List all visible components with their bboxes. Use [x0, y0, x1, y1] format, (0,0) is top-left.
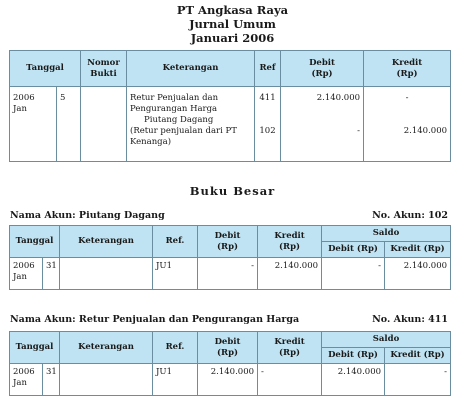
- ledger2-year: 2006: [13, 367, 35, 377]
- ledger2-debit: 2.140.000: [198, 364, 258, 396]
- entry-debit1: 2.140.000: [316, 93, 361, 103]
- ledger1-day: 31: [43, 258, 60, 290]
- col-debit-label: Debit: [309, 57, 335, 68]
- ledger1-table: [9, 225, 451, 290]
- entry-ref2: 102: [259, 126, 276, 136]
- period-title: Januari 2006: [190, 31, 275, 45]
- ledger2-date: [10, 364, 43, 396]
- journal-table: [9, 50, 451, 162]
- ledger1-col-debit: [198, 226, 258, 258]
- ledger2-col-saldo-kredit: Kredit (Rp): [385, 348, 451, 364]
- ledger1-header-row1: [10, 226, 451, 242]
- entry-ref1: 411: [259, 93, 276, 103]
- ledger2-month: Jan: [13, 378, 27, 388]
- ledger2-table: [9, 331, 451, 396]
- ledger1-col-saldo: Saldo: [322, 226, 451, 242]
- ledger2-account-name: Nama Akun: Retur Penjualan dan Pengurangan Harga: [10, 314, 300, 325]
- entry-year: 2006: [13, 93, 35, 103]
- entry-kredit: [364, 87, 451, 162]
- entry-keterangan: [127, 87, 255, 162]
- ledger1-kredit: 2.140.000: [258, 258, 322, 290]
- entry-debit2: -: [357, 126, 361, 136]
- entry-date: [10, 87, 57, 162]
- debit-account-line1: Retur Penjualan dan: [130, 93, 219, 103]
- entry-ref: [255, 87, 281, 162]
- col-tanggal: Tanggal: [10, 51, 81, 87]
- ledger1-account-no: No. Akun: 102: [372, 210, 448, 221]
- ledger1-saldo-debit: -: [322, 258, 385, 290]
- credit-account: Piutang Dagang: [144, 115, 214, 125]
- entry-nomor-bukti: [81, 87, 127, 162]
- ledger2-col-debit: [198, 332, 258, 364]
- ledger1-date: [10, 258, 43, 290]
- ledger1-col-saldo-debit: Debit (Rp): [322, 242, 385, 258]
- ledger1-account-row: [10, 210, 448, 221]
- ledger2-col-keterangan: Keterangan: [60, 332, 153, 364]
- ledger1-col-debit-label: Debit: [214, 230, 241, 241]
- journal-title: Jurnal Umum: [189, 17, 276, 31]
- entry-note-line1: (Retur penjualan dari PT: [130, 126, 237, 136]
- col-keterangan: Keterangan: [127, 51, 255, 87]
- ledger2-header-row1: [10, 332, 451, 348]
- col-kredit-unit: (Rp): [396, 68, 418, 79]
- ledger2-day: 31: [43, 364, 60, 396]
- ledger1-col-tanggal: Tanggal: [10, 226, 60, 258]
- ledger1-debit: -: [198, 258, 258, 290]
- ledger2-col-kredit-label: Kredit: [274, 336, 305, 347]
- ledger2-col-kredit: [258, 332, 322, 364]
- col-kredit-label: Kredit: [391, 57, 423, 68]
- entry-kredit2: 2.140.000: [403, 126, 448, 136]
- ledger2-keterangan: [60, 364, 153, 396]
- col-nomor-bukti: Nomor Bukti: [81, 51, 127, 87]
- col-debit: [281, 51, 364, 87]
- ledger2-account-row: [10, 314, 448, 325]
- ledger1-keterangan: [60, 258, 153, 290]
- entry-day: 5: [57, 87, 81, 162]
- ledger2-col-debit-unit: (Rp): [216, 347, 239, 358]
- entry-debit: [281, 87, 364, 162]
- debit-account-line2: Pengurangan Harga: [130, 104, 218, 114]
- entry-kredit1: -: [405, 93, 409, 103]
- ledger1-data-row: [10, 258, 451, 290]
- col-ref: Ref: [255, 51, 281, 87]
- entry-month: Jan: [13, 104, 27, 114]
- ledger2-data-row: [10, 364, 451, 396]
- ledger1-col-kredit: [258, 226, 322, 258]
- ledger2-col-ref: Ref.: [153, 332, 198, 364]
- ledger1-col-debit-unit: (Rp): [216, 241, 239, 252]
- col-debit-unit: (Rp): [311, 68, 333, 79]
- ledger2-col-tanggal: Tanggal: [10, 332, 60, 364]
- ledger2-col-debit-label: Debit: [214, 336, 241, 347]
- ledger2-col-kredit-unit: (Rp): [278, 347, 301, 358]
- journal-entry-row: [10, 87, 451, 162]
- ledger2-col-saldo: Saldo: [322, 332, 451, 348]
- ledger2-ref: JU1: [153, 364, 198, 396]
- ledger1-month: Jan: [13, 272, 27, 282]
- ledger1-col-saldo-kredit: Kredit (Rp): [385, 242, 451, 258]
- ledger1-saldo-kredit: 2.140.000: [385, 258, 451, 290]
- ledger-title: Buku Besar: [189, 184, 276, 198]
- col-kredit: [364, 51, 451, 87]
- ledger2-col-saldo-debit: Debit (Rp): [322, 348, 385, 364]
- ledger2-saldo-kredit: -: [385, 364, 451, 396]
- journal-header-row: [10, 51, 451, 87]
- ledger2-saldo-debit: 2.140.000: [322, 364, 385, 396]
- ledger1-col-kredit-unit: (Rp): [278, 241, 301, 252]
- ledger2-kredit: -: [258, 364, 322, 396]
- ledger1-account-name: Nama Akun: Piutang Dagang: [10, 210, 165, 221]
- ledger1-col-keterangan: Keterangan: [60, 226, 153, 258]
- ledger2-account-no: No. Akun: 411: [372, 314, 448, 325]
- ledger1-ref: JU1: [153, 258, 198, 290]
- ledger1-col-kredit-label: Kredit: [274, 230, 305, 241]
- company-name: PT Angkasa Raya: [176, 3, 289, 17]
- entry-note-line2: Kenanga): [130, 137, 172, 147]
- ledger1-year: 2006: [13, 261, 35, 271]
- ledger1-col-ref: Ref.: [153, 226, 198, 258]
